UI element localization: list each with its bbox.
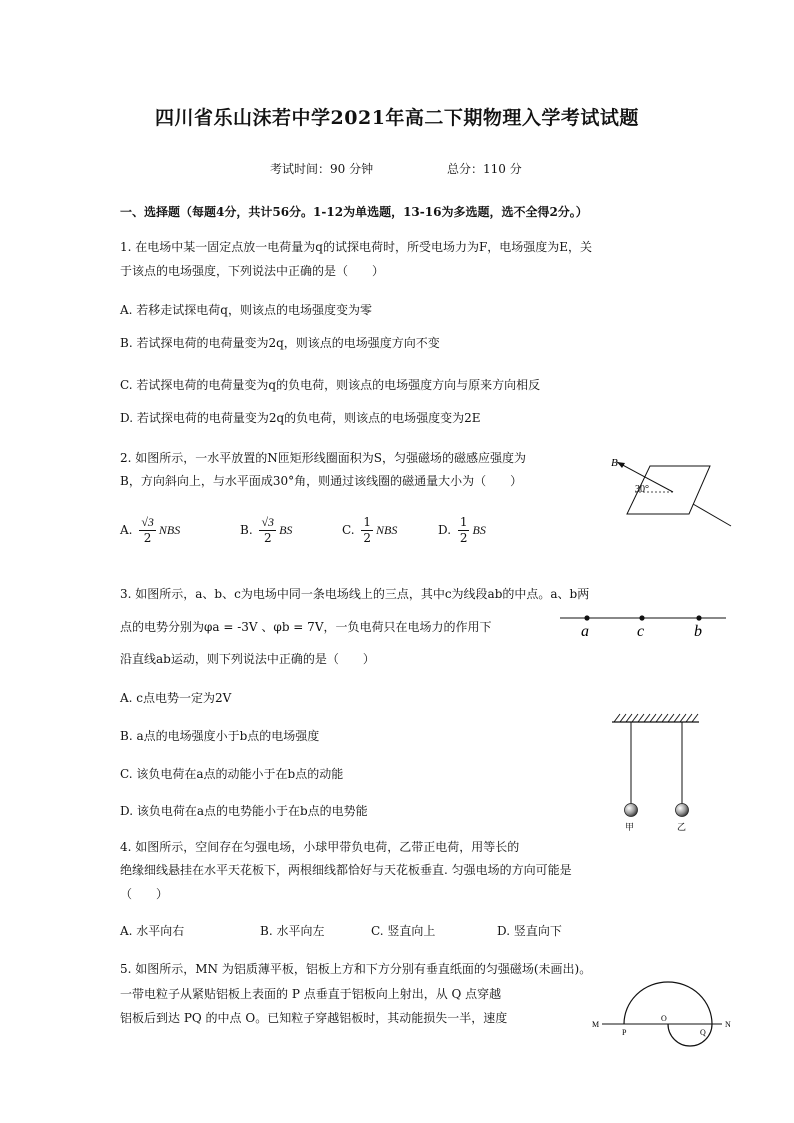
q3-option-d: D. 该负电荷在a点的电势能小于在b点的电势能 <box>120 804 368 818</box>
label-jia: 甲 <box>625 822 635 832</box>
q3-stem-line1: 3. 如图所示，a、b、c为电场中同一条电场线上的三点，其中c为线段ab的中点。a、b两 <box>120 587 590 601</box>
q5-stem-line2: 一带电粒子从紧贴铝板上表面的 P 点垂直于铝板向上射出，从 Q 点穿越 <box>120 987 502 1001</box>
point-a <box>584 615 589 620</box>
total-score: 总分：110 分 <box>447 162 522 176</box>
q3-stem-line2: 点的电势分别为φa = -3V 、φb = 7V，一负电荷只在电场力的作用下 <box>120 620 492 634</box>
label-m: M <box>592 1020 600 1029</box>
q4-stem-line1: 4. 如图所示，空间存在匀强电场，小球甲带负电荷，乙带正电荷，用等长的 <box>120 840 520 854</box>
field-label-b: B <box>611 457 618 469</box>
point-b <box>696 615 701 620</box>
upper-arc <box>624 982 712 1024</box>
q2-option-c: C. $\frac{1}{2}$ NBS <box>342 515 398 545</box>
angle-label: 30° <box>635 484 649 495</box>
q1-option-b: B. 若试探电荷的电荷量变为2q，则该点的电场强度方向不变 <box>120 336 440 350</box>
q2-coil-figure <box>605 452 735 532</box>
q4-option-b: B. 水平向左 <box>260 924 325 938</box>
q4-stem-line2: 绝缘细线悬挂在水平天花板下，两根细线都恰好与天花板垂直. 匀强电场的方向可能是 <box>120 863 572 877</box>
label-n: N <box>725 1020 731 1029</box>
q5-stem-line3: 铝板后到达 PQ 的中点 O。已知粒子穿越铝板时，其动能损失一半，速度 <box>120 1011 508 1025</box>
ceiling-hatching <box>614 714 698 722</box>
q5-stem-line1: 5. 如图所示，MN 为铝质薄平板，铝板上方和下方分别有垂直纸面的匀强磁场(未画出)。 <box>120 962 592 976</box>
q1-stem-line2: 于该点的电场强度，下列说法中正确的是（ ） <box>120 264 385 278</box>
q4-option-d: D. 竖直向下 <box>497 924 562 938</box>
q3-option-a: A. c点电势一定为2V <box>120 691 232 705</box>
q3-option-c: C. 该负电荷在a点的动能小于在b点的动能 <box>120 767 344 781</box>
ball-jia <box>625 804 638 817</box>
q2-option-a: A. $\frac{√3}{2}$ NBS <box>120 515 181 545</box>
q2-option-d: D. $\frac{1}{2}$ BS <box>438 515 486 545</box>
label-q: Q <box>700 1028 706 1037</box>
exam-time: 考试时间：90 分钟 <box>270 162 374 176</box>
label-o: O <box>661 1014 667 1023</box>
q2-stem-line2: B，方向斜向上，与水平面成30°角，则通过该线圈的磁通量大小为（ ） <box>120 474 523 488</box>
page-title: 四川省乐山沫若中学2021年高二下期物理入学考试试题 <box>155 107 639 129</box>
q3-stem-line3: 沿直线ab运动，则下列说法中正确的是（ ） <box>120 652 375 666</box>
q1-option-c: C. 若试探电荷的电荷量变为q的负电荷，则该点的电场强度方向与原来方向相反 <box>120 378 541 392</box>
q2-option-b: B. $\frac{√3}{2}$ BS <box>240 515 293 545</box>
q5-trajectory-figure <box>588 978 738 1050</box>
field-arrowhead <box>617 462 625 468</box>
label-b: b <box>694 623 702 640</box>
label-a: a <box>581 623 589 640</box>
q4-pendulum-figure <box>608 710 703 835</box>
q3-field-line-figure <box>560 608 730 640</box>
q1-stem-line1: 1. 在电场中某一固定点放一电荷量为q的试探电荷时，所受电场力为F，电场强度为E，关 <box>120 240 593 254</box>
q1-option-d: D. 若试探电荷的电荷量变为2q的负电荷，则该点的电场强度变为2E <box>120 411 481 425</box>
q4-stem-line3: （ ） <box>120 887 169 901</box>
label-yi: 乙 <box>677 822 687 832</box>
q1-option-a: A. 若移走试探电荷q，则该点的电场强度变为零 <box>120 303 372 317</box>
section-heading: 一、选择题（每题4分，共计56分。1-12为单选题，13-16为多选题，选不全得2分。） <box>120 205 588 219</box>
q3-option-b: B. a点的电场强度小于b点的电场强度 <box>120 729 320 743</box>
point-c <box>639 615 644 620</box>
ball-yi <box>676 804 689 817</box>
q2-stem-line1: 2. 如图所示，一水平放置的N匝矩形线圈面积为S，匀强磁场的磁感应强度为 <box>120 451 526 465</box>
label-p: P <box>622 1028 627 1037</box>
q4-option-c: C. 竖直向上 <box>371 924 436 938</box>
q4-option-a: A. 水平向右 <box>120 924 185 938</box>
field-line-lower <box>693 504 731 526</box>
label-c: c <box>637 623 645 640</box>
